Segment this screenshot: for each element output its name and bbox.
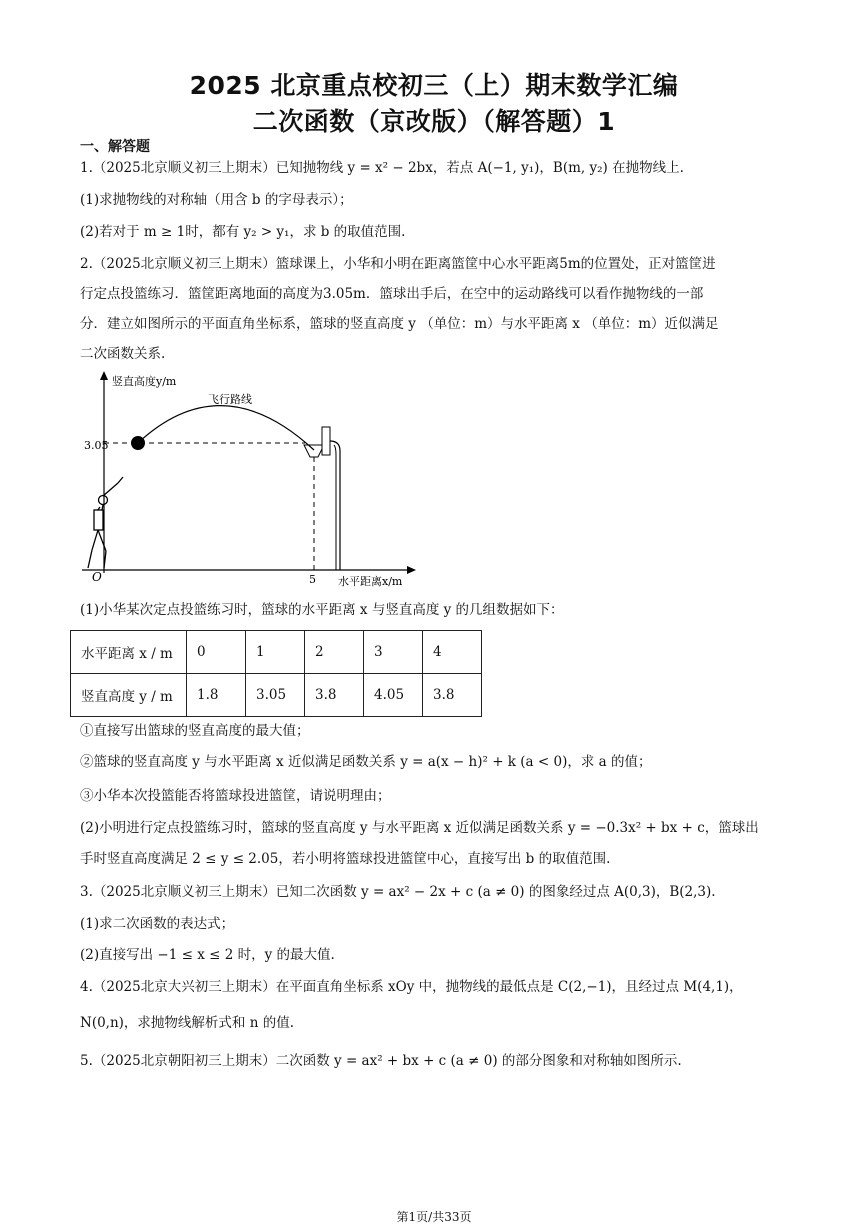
q2-sub2: ②篮球的竖直高度 y 与水平距离 x 近似满足函数关系 y = a(x − h)² + k (a < 0)，求 a 的值； xyxy=(80,754,652,770)
q1-part1: (1)求抛物线的对称轴（用含 b 的字母表示）； xyxy=(80,192,353,208)
x-axis-label: 水平距离x/m xyxy=(338,575,403,588)
table-cell: 2 xyxy=(305,631,364,674)
table-cell: 4.05 xyxy=(364,674,423,717)
basketball-figure xyxy=(70,365,430,590)
section-heading: 一、解答题 xyxy=(80,139,150,155)
q2-part1-intro: (1)小华某次定点投篮练习时，篮球的水平距离 x 与竖直高度 y 的几组数据如下： xyxy=(80,602,564,618)
q3-part1: (1)求二次函数的表达式； xyxy=(80,916,235,932)
y-tick-label: 3.05 xyxy=(84,439,109,452)
hoop-post-inner xyxy=(334,445,336,570)
hoop-post xyxy=(330,441,340,570)
data-table xyxy=(70,630,482,717)
hoop-net xyxy=(304,445,324,457)
y-axis-label: 竖直高度y/m xyxy=(112,375,177,388)
table-cell: 3.8 xyxy=(423,674,482,717)
table-row xyxy=(71,631,482,674)
player-figure xyxy=(88,477,123,568)
q2-stem-line2: 行定点投篮练习．篮筐距离地面的高度为3.05m．篮球出手后，在空中的运动路线可以看作抛物线的一部 xyxy=(80,286,704,302)
q5-stem: 5.（2025北京朝阳初三上期末）二次函数 y = ax² + bx + c (a ≠ 0) 的部分图象和对称轴如图所示. xyxy=(80,1053,682,1069)
table-cell: 1.8 xyxy=(187,674,246,717)
q2-sub3: ③小华本次投篮能否将篮球投进篮筐，请说明理由； xyxy=(80,788,391,804)
table-cell: 4 xyxy=(423,631,482,674)
document-title-line2: 二次函数（京改版）（解答题）1 xyxy=(252,107,616,136)
y-axis-arrow xyxy=(100,371,108,380)
q4-stem-line2: N(0,n)，求抛物线解析式和 n 的值. xyxy=(80,1015,294,1031)
table-cell: 0 xyxy=(187,631,246,674)
table-cell: 3 xyxy=(364,631,423,674)
x-axis-arrow xyxy=(407,566,416,574)
q2-sub1: ①直接写出篮球的竖直高度的最大值； xyxy=(80,723,310,739)
origin-label: O xyxy=(92,570,102,584)
q2-stem-line3: 分．建立如图所示的平面直角坐标系，篮球的竖直高度 y （单位：m）与水平距离 x （单位：m）近似满足 xyxy=(80,316,719,332)
table-header-distance: 水平距离 x / m xyxy=(71,631,187,674)
q1-stem: 1.（2025北京顺义初三上期末）已知抛物线 y = x² − 2bx，若点 A(−1, y₁)，B(m, y₂) 在抛物线上. xyxy=(80,160,684,176)
table-header-height: 竖直高度 y / m xyxy=(71,674,187,717)
q4-stem-line1: 4.（2025北京大兴初三上期末）在平面直角坐标系 xOy 中，抛物线的最低点是 C(2,−1)，且经过点 M(4,1)， xyxy=(80,979,743,995)
table-cell: 3.05 xyxy=(246,674,305,717)
document-title-line1: 2025 北京重点校初三（上）期末数学汇编 xyxy=(189,71,679,100)
table-cell: 3.8 xyxy=(305,674,364,717)
table-cell: 1 xyxy=(246,631,305,674)
q2-stem-line1: 2.（2025北京顺义初三上期末）篮球课上，小华和小明在距离篮筐中心水平距离5m的位置处，正对篮筐进 xyxy=(80,256,716,272)
table-row xyxy=(71,674,482,717)
backboard xyxy=(322,427,330,455)
q1-part2: (2)若对于 m ≥ 1时，都有 y₂ > y₁，求 b 的取值范围. xyxy=(80,224,406,240)
x-tick-label: 5 xyxy=(309,573,316,586)
q3-part2: (2)直接写出 −1 ≤ x ≤ 2 时，y 的最大值. xyxy=(80,947,335,963)
q2-part2-line2: 手时竖直高度满足 2 ≤ y ≤ 2.05，若小明将篮球投进篮筐中心，直接写出 b 的取值范围. xyxy=(80,851,611,867)
flight-path-label: 飞行路线 xyxy=(208,393,252,406)
basketball xyxy=(131,436,145,450)
q3-stem: 3.（2025北京顺义初三上期末）已知二次函数 y = ax² − 2x + c (a ≠ 0) 的图象经过点 A(0,3)，B(2,3). xyxy=(80,884,716,900)
q2-part2-line1: (2)小明进行定点投篮练习时，篮球的竖直高度 y 与水平距离 x 近似满足函数关系 y = −0.3x² + bx + c，篮球出 xyxy=(80,820,759,836)
page-footer: 第1页/共33页 xyxy=(396,1210,472,1224)
q2-stem-line4: 二次函数关系. xyxy=(80,346,166,362)
